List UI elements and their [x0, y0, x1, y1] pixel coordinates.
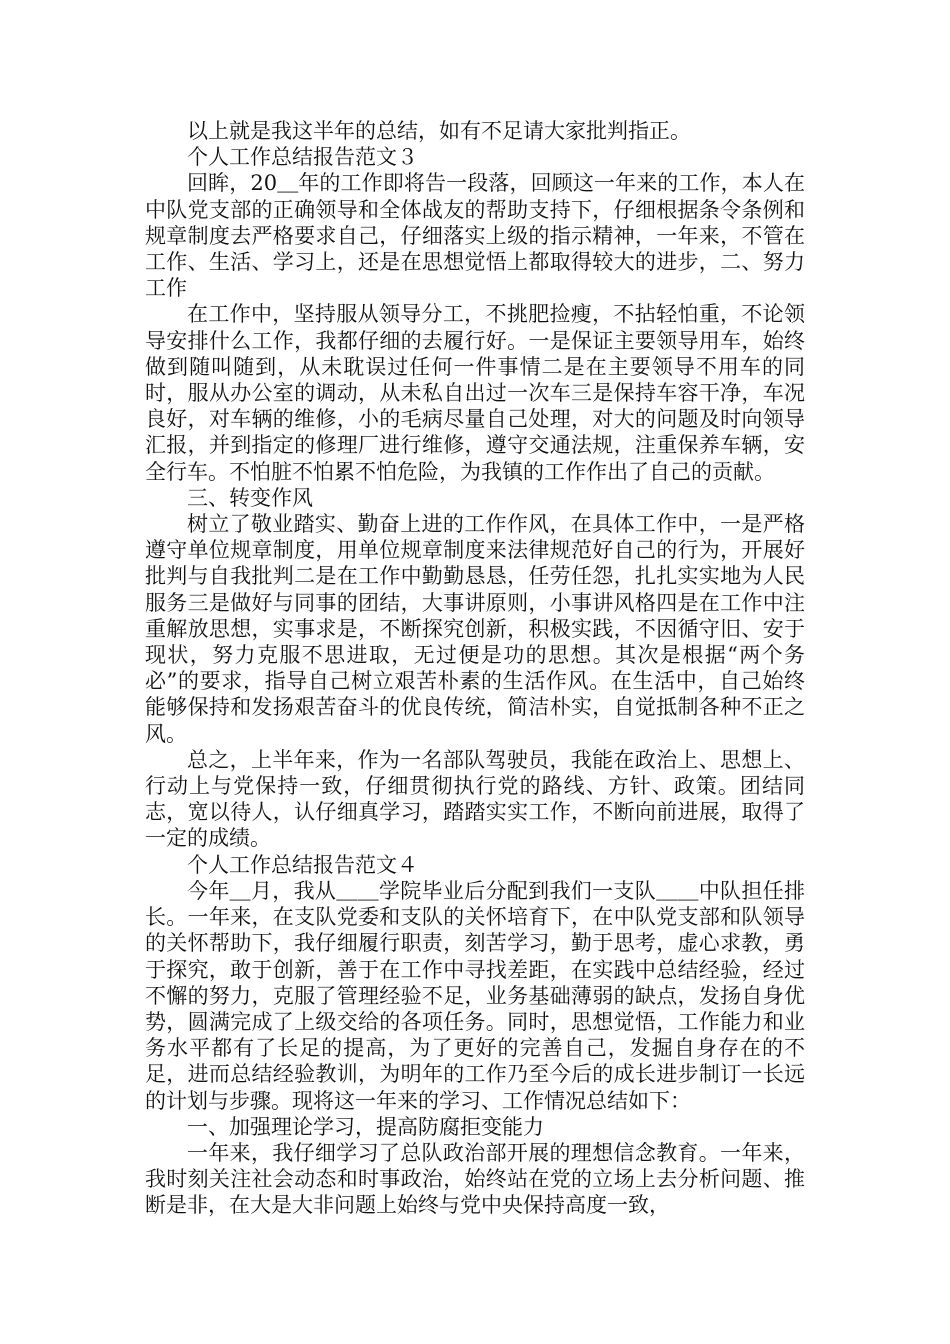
paragraph-work: 在工作中，坚持服从领导分工，不挑肥捡瘦，不拈轻怕重，不论领导安排什么工作，我都仔细的去履行好。一是保证主要领导用车，始终做到随叫随到，从未耽误过任何一件事情二是在主要领导不用车的同时，服从办公室的调动，从未私自出过一次车三是保持车容干净，车况良好，对车辆的维修，小的毛病尽量自己处理，对大的问题及时向领导汇报，并到指定的修理厂进行维修，遵守交通法规，注重保养车辆，安全行车。不怕脏不怕累不怕危险，为我镇的工作作出了自己的贡献。 — [145, 302, 805, 484]
paragraph-intro: 今年＿月，我从＿＿学院毕业后分配到我们一支队＿＿中队担任排长。一年来，在支队党委和支队的关怀培育下，在中队党支部和队领导的关怀帮助下，我仔细履行职责，刻苦学习，勤于思考，虚心求教，勇于探究，敢于创新，善于在工作中寻找差距，在实践中总结经验，经过不懈的努力，克服了管理经验不足，业务基础薄弱的缺点，发扬自身优势，圆满完成了上级交给的各项任务。同时，思想觉悟，工作能力和业务水平都有了长足的提高，为了更好的完善自己，发掘自身存在的不足，进而总结经验教训，为明年的工作乃至今后的成长进步制订一长远的计划与步骤。现将这一年来的学习、工作情况总结如下： — [145, 878, 805, 1113]
heading-sample-4: 个人工作总结报告范文４ — [187, 852, 418, 877]
paragraph-closing: 以上就是我这半年的总结，如有不足请大家批判指正。 — [187, 119, 691, 143]
document-body — [145, 118, 805, 1219]
paragraph-style: 树立了敬业踏实、勤奋上进的工作作风，在具体工作中，一是严格遵守单位规章制度，用单位规章制度来法律规范好自己的行为，开展好批判与自我批判二是在工作中勤勤恳恳，任劳任怨，扎扎实实地为人民服务三是做好与同事的团结，大事讲原则，小事讲风格四是在工作中注重解放思想，实事求是，不断探究创新，积极实践，不因循守旧、安于现状，努力克服不思进取，无过便是功的思想。其次是根据“两个务必”的要求，指导自己树立艰苦朴素的生活作风。在生活中，自己始终能够保持和发扬艰苦奋斗的优良传统，简洁朴实，自觉抵制各种不正之风。 — [145, 512, 805, 746]
heading-change-style: 三、转变作风 — [187, 485, 313, 510]
heading-theory-study: 一、加强理论学习，提高防腐拒变能力 — [187, 1114, 544, 1139]
paragraph-review: 回眸，20＿年的工作即将告一段落，回顾这一年来的工作，本人在中队党支部的正确领导和全体战友的帮助支持下，仔细根据条令条例和规章制度去严格要求自己，仔细落实上级的指示精神，一年来，不管在工作、生活、学习上，还是在思想觉悟上都取得较大的进步，二、努力工作 — [145, 171, 805, 301]
paragraph-theory: 一年来，我仔细学习了总队政治部开展的理想信念教育。一年来，我时刻关注社会动态和时事政治，始终站在党的立场上去分析问题、推断是非，在大是大非问题上始终与党中央保持高度一致， — [145, 1140, 805, 1218]
paragraph-summary: 总之，上半年来，作为一名部队驾驶员，我能在政治上、思想上、行动上与党保持一致，仔细贯彻执行党的路线、方针、政策。团结同志，宽以待人，认仔细真学习，踏踏实实工作，不断向前进展，取得了一定的成绩。 — [145, 747, 805, 851]
heading-sample-3: 个人工作总结报告范文３ — [187, 145, 418, 170]
